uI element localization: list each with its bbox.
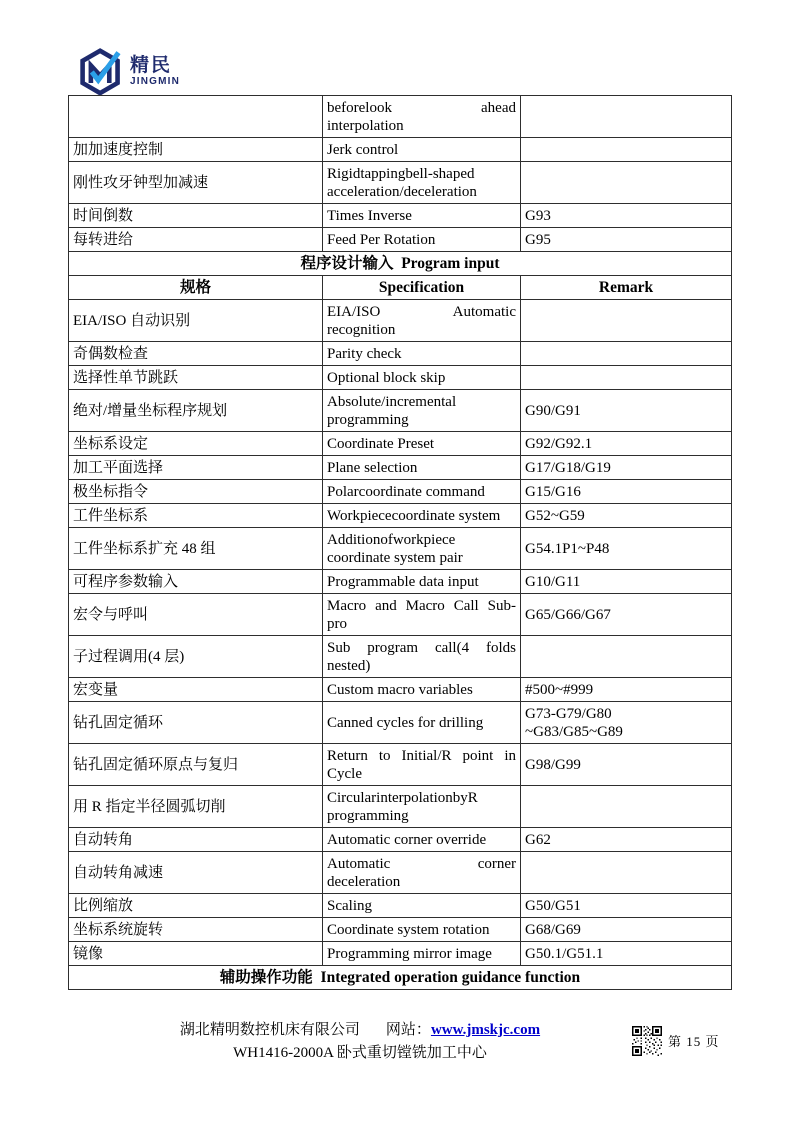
- cell-line: recognition: [327, 321, 396, 338]
- footer-website-label: 网站：: [385, 1022, 431, 1038]
- spec-name-en-cell: Programmable data input: [323, 570, 521, 594]
- spec-name-en-cell: [323, 852, 521, 894]
- remark-gcode-cell: G90/G91: [521, 390, 732, 432]
- spec-name-cn-cell: 时间倒数: [69, 204, 323, 228]
- remark-gcode-cell: [521, 342, 732, 366]
- cell-line: coordinate system pair: [327, 549, 463, 566]
- table-row: [69, 918, 732, 942]
- table-row: [69, 828, 732, 852]
- spec-name-en-cell: Optional block skip: [323, 366, 521, 390]
- spec-name-cn-cell: 自动转角: [69, 828, 323, 852]
- remark-gcode-cell: [521, 786, 732, 828]
- spec-name-en-cell: Custom macro variables: [323, 678, 521, 702]
- spec-name-en-cell: [323, 786, 521, 828]
- company-logo: [78, 46, 180, 96]
- remark-gcode-cell: G50/G51: [521, 894, 732, 918]
- remark-gcode-cell: G65/G66/G67: [521, 594, 732, 636]
- table-row: [69, 204, 732, 228]
- spec-name-en-cell: Automatic corner override: [323, 828, 521, 852]
- cell-line: Automatic corner: [327, 855, 516, 872]
- page-number: 第 15 页: [668, 1034, 720, 1049]
- table-row: [69, 744, 732, 786]
- cell-line: Additionofworkpiece: [327, 531, 456, 548]
- table-row: [69, 528, 732, 570]
- remark-gcode-cell: G15/G16: [521, 480, 732, 504]
- table-row: [69, 162, 732, 204]
- spec-name-cn-cell: 宏令与呼叫: [69, 594, 323, 636]
- spec-name-en-cell: Coordinate Preset: [323, 432, 521, 456]
- spec-name-en-cell: Feed Per Rotation: [323, 228, 521, 252]
- footer-website-link[interactable]: www.jmskjc.com: [430, 1022, 541, 1038]
- footer-model-line: WH1416-2000A 卧式重切镗铣加工中心: [233, 1045, 487, 1061]
- spec-name-cn-cell: 工件坐标系扩充 48 组: [69, 528, 323, 570]
- column-header-cell: Specification: [323, 276, 521, 300]
- spec-name-cn-cell: 加工平面选择: [69, 456, 323, 480]
- cell-line: programming: [327, 411, 409, 428]
- cell-line: ~G83/G85~G89: [525, 723, 623, 740]
- spec-name-cn-cell: 钻孔固定循环原点与复归: [69, 744, 323, 786]
- spec-name-cn-cell: 钻孔固定循环: [69, 702, 323, 744]
- spec-name-cn-cell: 选择性单节跳跃: [69, 366, 323, 390]
- spec-name-cn-cell: 比例缩放: [69, 894, 323, 918]
- cell-line: nested): [327, 657, 371, 674]
- table-row: [69, 300, 732, 342]
- table-row: [69, 228, 732, 252]
- logo-name-en: JINGMIN: [130, 75, 181, 87]
- remark-gcode-cell: [521, 138, 732, 162]
- spec-name-cn-cell: 绝对/增量坐标程序规划: [69, 390, 323, 432]
- spec-name-en-cell: Plane selection: [323, 456, 521, 480]
- table-row: [69, 138, 732, 162]
- remark-gcode-cell: G52~G59: [521, 504, 732, 528]
- cell-line: Return to Initial/R point in: [327, 747, 516, 764]
- spec-name-en-cell: [323, 594, 521, 636]
- spec-name-en-cell: Coordinate system rotation: [323, 918, 521, 942]
- remark-gcode-cell: [521, 636, 732, 678]
- table-row: [69, 390, 732, 432]
- spec-name-cn-cell: [69, 96, 323, 138]
- remark-gcode-cell: [521, 96, 732, 138]
- spec-name-cn-cell: 极坐标指令: [69, 480, 323, 504]
- remark-gcode-cell: G17/G18/G19: [521, 456, 732, 480]
- remark-gcode-cell: G98/G99: [521, 744, 732, 786]
- spec-name-cn-cell: 自动转角减速: [69, 852, 323, 894]
- spec-name-cn-cell: 坐标系统旋转: [69, 918, 323, 942]
- spec-name-en-cell: Parity check: [323, 342, 521, 366]
- table-row: [69, 852, 732, 894]
- table-row: [69, 786, 732, 828]
- cell-line: CircularinterpolationbyR: [327, 789, 478, 806]
- cell-line: G73-G79/G80: [525, 705, 612, 722]
- remark-gcode-cell: #500~#999: [521, 678, 732, 702]
- table-row: [69, 570, 732, 594]
- spec-name-cn-cell: EIA/ISO 自动识别: [69, 300, 323, 342]
- table-row: [69, 894, 732, 918]
- spec-name-en-cell: Scaling: [323, 894, 521, 918]
- table-row: [69, 432, 732, 456]
- cell-line: interpolation: [327, 117, 404, 134]
- remark-gcode-cell: G62: [521, 828, 732, 852]
- spec-name-cn-cell: 加加速度控制: [69, 138, 323, 162]
- section-header-cell: 程序设计输入 Program input: [69, 252, 732, 276]
- column-header-cell: 规格: [69, 276, 323, 300]
- spec-name-cn-cell: 可程序参数输入: [69, 570, 323, 594]
- spec-name-en-cell: Canned cycles for drilling: [323, 702, 521, 744]
- specification-table-container: [68, 95, 732, 990]
- cell-line: pro: [327, 615, 347, 632]
- specification-table: [68, 95, 732, 990]
- column-header-row: [69, 276, 732, 300]
- logo-text: [130, 56, 180, 87]
- cell-line: EIA/ISO Automatic: [327, 303, 516, 320]
- remark-gcode-cell: G95: [521, 228, 732, 252]
- spec-name-cn-cell: 每转进给: [69, 228, 323, 252]
- spec-name-cn-cell: 宏变量: [69, 678, 323, 702]
- spec-name-en-cell: [323, 744, 521, 786]
- spec-name-cn-cell: 坐标系设定: [69, 432, 323, 456]
- table-row: [69, 480, 732, 504]
- table-row: [69, 678, 732, 702]
- remark-gcode-cell: G68/G69: [521, 918, 732, 942]
- cell-line: acceleration/deceleration: [327, 183, 477, 200]
- spec-name-cn-cell: 用 R 指定半径圆弧切削: [69, 786, 323, 828]
- remark-gcode-cell: [521, 366, 732, 390]
- spec-name-cn-cell: 刚性攻牙钟型加减速: [69, 162, 323, 204]
- footer-line-company: [80, 1019, 640, 1042]
- spec-name-en-cell: Polarcoordinate command: [323, 480, 521, 504]
- table-row: [69, 342, 732, 366]
- qr-code: [632, 1026, 662, 1056]
- remark-gcode-cell: G93: [521, 204, 732, 228]
- remark-gcode-cell: G50.1/G51.1: [521, 942, 732, 966]
- remark-gcode-cell: [521, 852, 732, 894]
- table-row: [69, 702, 732, 744]
- footer-company-name: 湖北精明数控机床有限公司: [179, 1022, 360, 1038]
- cell-line: Cycle: [327, 765, 362, 782]
- table-row: [69, 942, 732, 966]
- remark-gcode-cell: G54.1P1~P48: [521, 528, 732, 570]
- cell-line: Sub program call(4 folds: [327, 639, 516, 656]
- cell-line: programming: [327, 807, 409, 824]
- spec-name-cn-cell: 工件坐标系: [69, 504, 323, 528]
- remark-gcode-cell: [521, 162, 732, 204]
- table-row: [69, 456, 732, 480]
- table-row: [69, 504, 732, 528]
- page-footer: [80, 1019, 640, 1065]
- spec-name-cn-cell: 子过程调用(4 层): [69, 636, 323, 678]
- section-header-cell: 辅助操作功能 Integrated operation guidance function: [69, 966, 732, 990]
- spec-name-en-cell: [323, 96, 521, 138]
- cell-line: Absolute/incremental: [327, 393, 457, 410]
- spec-name-en-cell: Workpiececoordinate system: [323, 504, 521, 528]
- cell-line: beforelook ahead: [327, 99, 516, 116]
- spec-name-en-cell: [323, 528, 521, 570]
- spec-name-en-cell: [323, 636, 521, 678]
- spec-name-en-cell: Programming mirror image: [323, 942, 521, 966]
- section-header-row: [69, 252, 732, 276]
- spec-name-en-cell: [323, 390, 521, 432]
- cell-line: deceleration: [327, 873, 401, 890]
- spec-name-en-cell: [323, 162, 521, 204]
- spec-name-cn-cell: 镜像: [69, 942, 323, 966]
- table-row: [69, 96, 732, 138]
- hexagon-m-logo-icon: [78, 46, 124, 96]
- table-row: [69, 366, 732, 390]
- cell-line: Macro and Macro Call Sub-: [327, 597, 516, 614]
- column-header-cell: Remark: [521, 276, 732, 300]
- cell-line: Rigidtappingbell-shaped: [327, 165, 475, 182]
- remark-gcode-cell: [521, 702, 732, 744]
- section-header-row: [69, 966, 732, 990]
- logo-name-cn: 精民: [130, 54, 173, 76]
- remark-gcode-cell: G10/G11: [521, 570, 732, 594]
- spec-name-en-cell: [323, 300, 521, 342]
- remark-gcode-cell: [521, 300, 732, 342]
- remark-gcode-cell: G92/G92.1: [521, 432, 732, 456]
- table-row: [69, 636, 732, 678]
- table-row: [69, 594, 732, 636]
- spec-name-en-cell: Times Inverse: [323, 204, 521, 228]
- spec-name-cn-cell: 奇偶数检查: [69, 342, 323, 366]
- spec-name-en-cell: Jerk control: [323, 138, 521, 162]
